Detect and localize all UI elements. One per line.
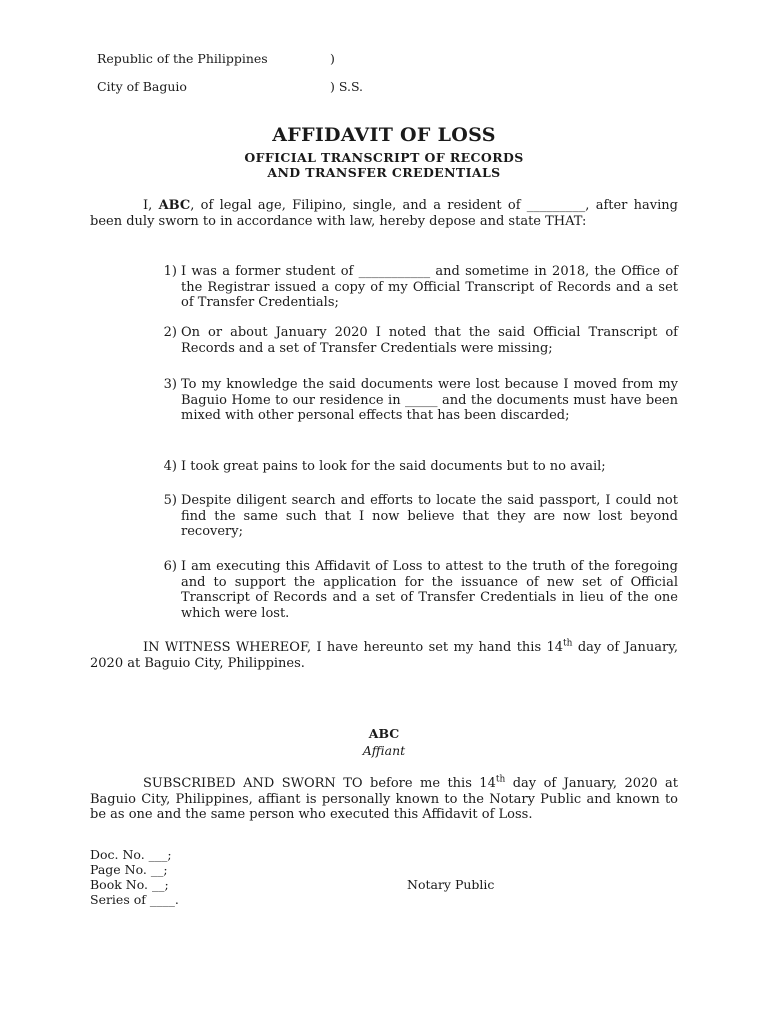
- list-item-text: To my knowledge the said documents were lost because I moved from my Baguio Home to our residence in _____ and the documents must have been mixed with other personal effects that has been discarded;: [181, 377, 678, 423]
- doc-number: Doc. No. ___;: [90, 847, 172, 862]
- jurat-paragraph: [90, 776, 678, 823]
- jurat-ordinal-suffix: th: [495, 774, 506, 785]
- jurat-post: day of January, 2020 at Baguio City, Philippines, affiant is personally known to the Notary Public and known to be as one and the same person who executed this Affidavit of Loss.: [90, 776, 678, 822]
- venue-city: City of Baguio: [97, 79, 187, 94]
- venue-bracket-1: ): [330, 51, 335, 66]
- document-subtitle-1: OFFICIAL TRANSCRIPT OF RECORDS: [244, 150, 524, 165]
- list-item-text: I took great pains to look for the said documents but to no avail;: [181, 459, 606, 474]
- list-item-number: 5): [163, 493, 177, 508]
- page-number: Page No. __;: [90, 862, 168, 877]
- list-item-text: Despite diligent search and efforts to locate the said passport, I could not find the same such that I now believe that they are now lost beyond recovery;: [181, 493, 678, 539]
- notary-public-label: Notary Public: [407, 877, 495, 892]
- intro-paragraph: [90, 198, 678, 229]
- document-subtitle-2: AND TRANSFER CREDENTIALS: [267, 165, 501, 180]
- list-item-text: I am executing this Affidavit of Loss to attest to the truth of the foregoing and to support the application for the issuance of new set of Official Transcript of Records and a set of Transfer Credentials in lieu of the one which were lost.: [181, 559, 678, 621]
- list-item-text: I was a former student of ___________ and sometime in 2018, the Office of the Registrar issued a copy of my Official Transcript of Records and a set of Transfer Credentials;: [181, 264, 678, 310]
- witness-post: day of January, 2020 at Baguio City, Philippines.: [90, 640, 679, 671]
- intro-post: , of legal age, Filipino, single, and a resident of _________, after having been duly sworn to in accordance with law, hereby depose and state THAT:: [90, 198, 678, 229]
- document-title: AFFIDAVIT OF LOSS: [272, 124, 496, 146]
- affiant-name: ABC: [368, 726, 400, 741]
- list-item-number: 3): [163, 377, 177, 392]
- list-item-number: 1): [163, 264, 177, 279]
- jurat-pre: SUBSCRIBED AND SWORN TO before me this 14: [143, 776, 496, 791]
- list-item-text: On or about January 2020 I noted that the said Official Transcript of Records and a set of Transfer Credentials were missing;: [181, 325, 678, 356]
- venue-country: Republic of the Philippines: [97, 51, 268, 66]
- witness-pre: IN WITNESS WHEREOF, I have hereunto set my hand this 14: [143, 640, 564, 655]
- book-number: Book No. __;: [90, 877, 169, 892]
- list-item-number: 2): [163, 325, 177, 340]
- series-of: Series of ____.: [90, 892, 179, 907]
- intro-affiant-name: ABC: [158, 198, 191, 213]
- list-item-number: 6): [163, 559, 177, 574]
- affiant-label: Affiant: [362, 743, 406, 758]
- list-item-number: 4): [163, 459, 177, 474]
- intro-pre: I,: [143, 198, 159, 213]
- witness-ordinal-suffix: th: [563, 638, 573, 649]
- venue-ss: ) S.S.: [330, 79, 364, 94]
- witness-paragraph: [90, 640, 678, 671]
